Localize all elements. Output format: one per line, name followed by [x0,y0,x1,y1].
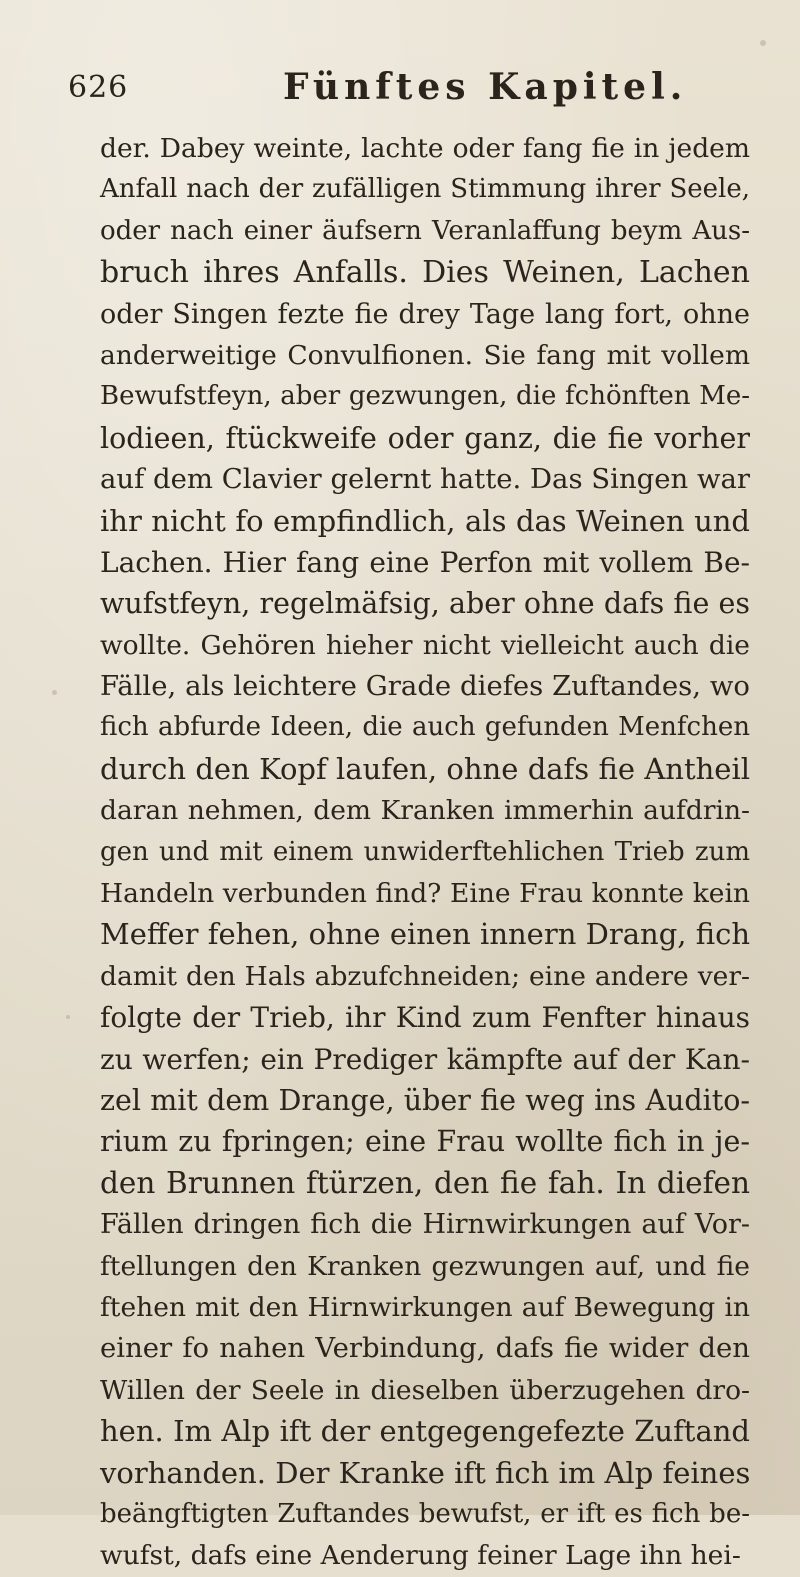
paper-speck [760,40,766,46]
text-line: anderweitige Convulfionen. Sie fang mit vollem [100,339,750,371]
text-line: Handeln verbunden find? Eine Frau konnte kein [100,878,750,910]
text-line: beängftigten Zuftandes bewufst, er ift es fich be- [100,1498,750,1529]
body-text [100,128,750,1577]
text-line: lodieen, ftückweife oder ganz, die fie vorher [100,421,750,455]
text-line: Bewufstfeyn, aber gezwungen, die fchönften Me- [100,381,750,412]
text-line: oder nach einer äufsern Veranlaffung beym Aus- [100,215,750,246]
text-line: rium zu fpringen; eine Frau wollte fich in je- [100,1125,750,1159]
text-line: den Brunnen ftürzen, den fie fah. In diefen [100,1165,750,1200]
text-line: ftellungen den Kranken gezwungen auf, und fie [100,1250,750,1282]
text-line: zel mit dem Drange, über fie weg ins Audito- [100,1083,750,1117]
text-line: Anfall nach der zufälligen Stimmung ihrer Seele, [100,174,750,205]
text-line: bruch ihres Anfalls. Dies Weinen, Lachen [100,255,750,291]
text-line: daran nehmen, dem Kranken immerhin aufdrin- [100,795,750,827]
paper-speck [66,1015,70,1019]
text-line: fich abfurde Ideen, die auch gefunden Menfchen [100,712,750,743]
text-line: Lachen. Hier fang eine Perfon mit vollem Be- [100,545,750,579]
text-line: wufst, dafs eine Aenderung feiner Lage ihn hei- [100,1540,741,1572]
running-head: Fünftes Kapitel. [283,66,688,108]
text-line: wollte. Gehören hieher nicht vielleicht auch die [100,629,750,661]
text-line: zu werfen; ein Prediger kämpfte auf der Kan- [100,1042,750,1076]
text-line: Willen der Seele in dieselben überzugehen dro- [100,1374,750,1406]
text-line: ftehen mit den Hirnwirkungen auf Bewegung in [100,1291,750,1323]
text-line: vorhanden. Der Kranke ift fich im Alp feines [100,1455,751,1490]
text-line: gen und mit einem unwiderftehlichen Trieb zum [100,836,750,867]
text-line: hen. Im Alp ift der entgegengefezte Zuftand [100,1414,750,1449]
text-line: folgte der Trieb, ihr Kind zum Fenfter hinaus [100,1001,750,1035]
text-line: oder Singen fezte fie drey Tage lang fort, ohne [100,298,750,330]
page-number: 626 [68,70,129,105]
text-line: auf dem Clavier gelernt hatte. Das Singen war [100,463,751,496]
paper-speck [52,690,57,695]
text-line: der. Dabey weinte, lachte oder fang fie in jedem [100,133,750,164]
text-line: ihr nicht fo empfindlich, als das Weinen und [100,503,750,538]
text-line: durch den Kopf laufen, ohne dafs fie Antheil [100,751,750,786]
text-line: Fälle, als leichtere Grade diefes Zuftandes, wo [100,670,750,703]
text-line: Meffer fehen, ohne einen innern Drang, fich [100,917,750,952]
text-line: wufstfeyn, regelmäfsig, aber ohne dafs fie es [100,587,750,621]
text-line: Fällen dringen fich die Hirnwirkungen auf Vor- [100,1209,750,1241]
text-line: damit den Hals abzufchneiden; eine andere ver- [100,960,750,992]
page-header [68,62,748,122]
text-line: einer fo nahen Verbindung, dafs fie wider den [100,1332,750,1365]
